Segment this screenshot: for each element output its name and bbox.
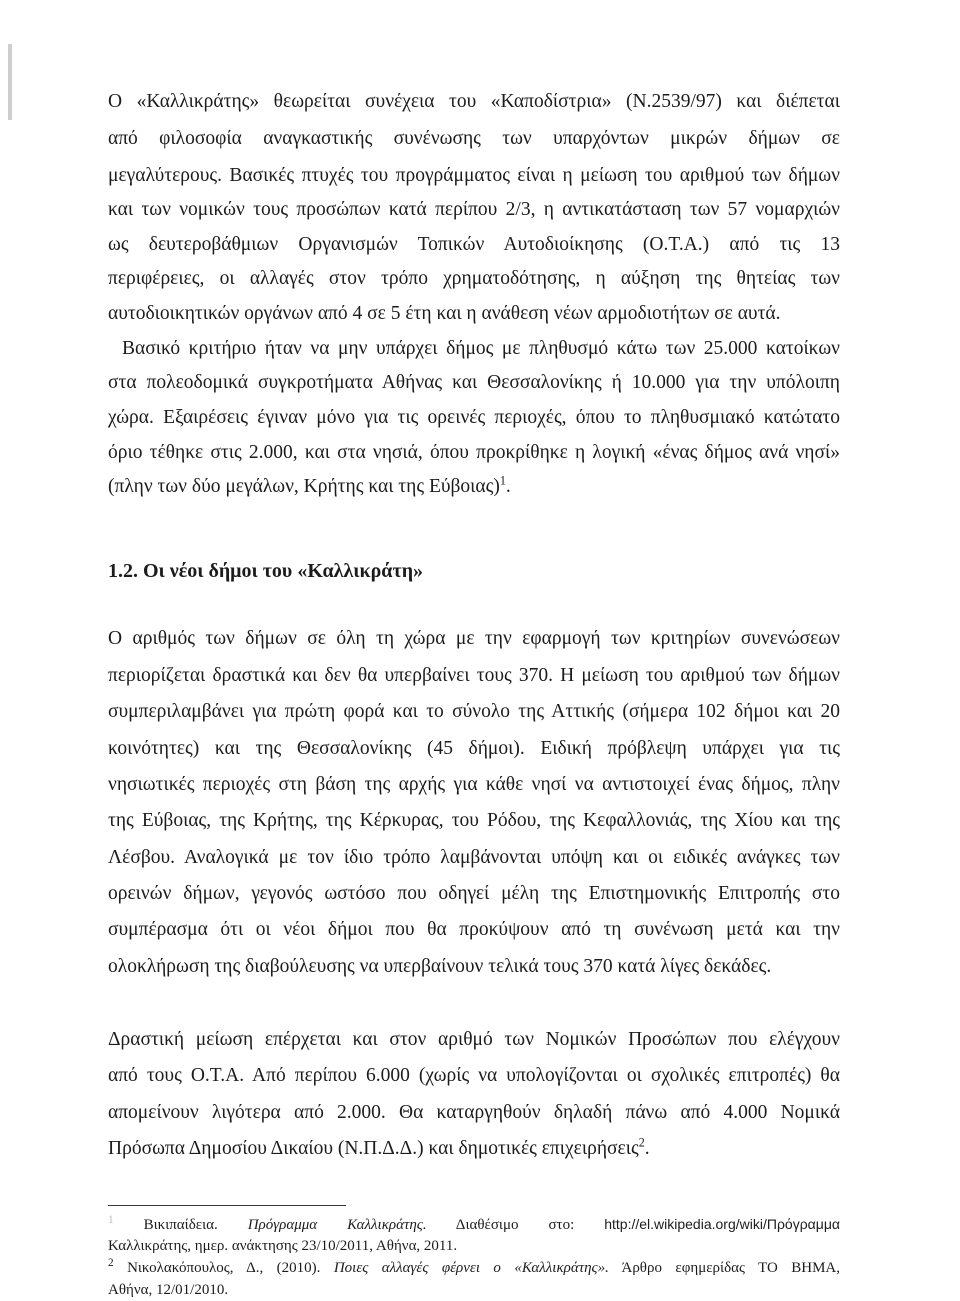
text-line: στα πολεοδομικά συγκροτήματα Αθήνας και Θεσσαλονίκης ή 10.000 για την υπόλοιπη — [108, 372, 840, 393]
footnote-ref-1[interactable]: 1 — [499, 473, 506, 488]
text-line: της Εύβοιας, της Κρήτης, της Κέρκυρας, του Ρόδου, της Κεφαλλονιάς, της Χίου και της — [108, 810, 840, 831]
text-span: . — [505, 476, 511, 497]
footnote-ref-2[interactable]: 2 — [638, 1135, 645, 1150]
scan-margin-mark — [8, 44, 12, 120]
footnote-marker: 1 — [108, 1214, 114, 1226]
text-line: από τους Ο.Τ.Α. Από περίπου 6.000 (χωρίς να υπολογίζονται οι σχολικές επιτροπές) θα — [108, 1065, 840, 1086]
text-line — [108, 475, 840, 499]
text-line: ολοκλήρωση της διαβούλευσης να υπερβαίνουν τελικά τους 370 κατά λίγες δεκάδες. — [108, 956, 772, 977]
text-line: Βασικό κριτήριο ήταν να μην υπάρχει δήμος με πληθυσμό κάτω των 25.000 κατοίκων — [122, 338, 840, 359]
footnote-2-line2: Αθήνα, 12/01/2010. — [108, 1282, 229, 1298]
text-line: περιορίζεται δραστικά και δεν θα υπερβαίνει τους 370. Η μείωση του αριθμού των δήμων — [108, 665, 840, 686]
footnote-title: Πρόγραμμα Καλλικράτης. — [247, 1217, 427, 1233]
text-span: Πρόσωπα Δημοσίου Δικαίου (Ν.Π.Δ.Δ.) και δημοτικές επιχειρήσεις — [108, 1138, 639, 1159]
text-span: (πλην των δύο μεγάλων, Κρήτης και της Εύβοιας) — [108, 476, 500, 497]
text-line: Λέσβου. Αναλογικά με τον ίδιο τρόπο λαμβάνονται υπόψη και οι ειδικές ανάγκες των — [108, 847, 840, 868]
footnote-available: Διαθέσιμο στο: — [455, 1217, 575, 1233]
text-line: Ο αριθμός των δήμων σε όλη τη χώρα με την εφαρμογή των κριτηρίων συνενώσεων — [108, 628, 840, 649]
text-line: Δραστική μείωση επέρχεται και στον αριθμό των Νομικών Προσώπων που ελέγχουν — [108, 1029, 840, 1050]
footnote-2 — [108, 1259, 840, 1277]
text-line: αυτοδιοικητικών οργάνων από 4 σε 5 έτη και η ανάθεση νέων αρμοδιοτήτων σε αυτά. — [108, 303, 781, 324]
text-line: απομείνουν λιγότερα από 2.000. Θα καταργηθούν δηλαδή πάνω από 4.000 Νομικά — [108, 1102, 840, 1123]
footnote-author: Νικολακόπουλος, Δ., (2010). — [127, 1260, 321, 1276]
footnote-marker: 2 — [108, 1257, 114, 1269]
footnote-1-line2: Καλλικράτης, ημερ. ανάκτησης 23/10/2011, Αθήνα, 2011. — [108, 1238, 458, 1254]
text-line: και των νομικών τους προσώπων κατά περίπου 2/3, η αντικατάσταση των 57 νομαρχιών — [108, 199, 840, 220]
footnote-source: Βικιπαίδεια. — [143, 1217, 218, 1233]
text-line: συμπέρασμα ότι οι νέοι δήμοι που θα προκύψουν από τη συνένωση μετά και την — [108, 919, 840, 940]
text-line: μεγαλύτερους. Βασικές πτυχές του προγράμματος είναι η μείωση του αριθμού των δήμων — [108, 165, 840, 186]
text-span: . — [644, 1138, 650, 1159]
text-line: όριο τέθηκε στις 2.000, και στα νησιά, όπου προκρίθηκε η λογική «ένας δήμος ανά νησί» — [108, 442, 840, 463]
text-line: περιφέρειες, οι αλλαγές στον τρόπο χρηματοδότησης, η αύξηση της θητείας των — [108, 268, 840, 289]
text-line: χώρα. Εξαιρέσεις έγιναν μόνο για τις ορεινές περιοχές, όπου το πληθυσμιακό κατώτατο — [108, 407, 840, 428]
text-line: κοινότητες) και της Θεσσαλονίκης (45 δήμοι). Ειδική πρόβλεψη υπάρχει για τις — [108, 738, 840, 759]
footnote-title: Ποιες αλλαγές φέρνει ο «Καλλικράτης». — [333, 1260, 609, 1276]
text-line: συμπεριλαμβάνει για πρώτη φορά και το σύνολο της Αττικής (σήμερα 102 δήμοι και 20 — [108, 701, 840, 722]
footnote-1 — [108, 1215, 840, 1234]
text-line: Ο «Καλλικράτης» θεωρείται συνέχεια του «Καποδίστρια» (Ν.2539/97) και διέπεται — [108, 91, 840, 112]
text-line: από φιλοσοφία αναγκαστικής συνένωσης των υπαρχόντων μικρών δήμων σε — [108, 128, 840, 149]
footnote-link[interactable]: http://el.wikipedia.org/wiki/Πρόγραμμα — [604, 1216, 840, 1232]
footnote-rest: Άρθρο εφημερίδας ΤΟ ΒΗΜΑ, — [621, 1260, 840, 1276]
section-heading: 1.2. Οι νέοι δήμοι του «Καλλικράτη» — [108, 560, 424, 582]
text-line — [108, 1137, 840, 1161]
text-line: ορεινών δήμων, γεγονός ωστόσο που οδηγεί μέλη της Επιστημονικής Επιτροπής στο — [108, 883, 840, 904]
text-line: ως δευτεροβάθμιων Οργανισμών Τοπικών Αυτοδιοίκησης (Ο.Τ.Α.) από τις 13 — [108, 234, 840, 255]
footnote-separator — [108, 1205, 346, 1206]
text-line: νησιωτικές περιοχές στη βάση της αρχής για κάθε νησί να αντιστοιχεί ένας δήμος, πλην — [108, 774, 840, 795]
